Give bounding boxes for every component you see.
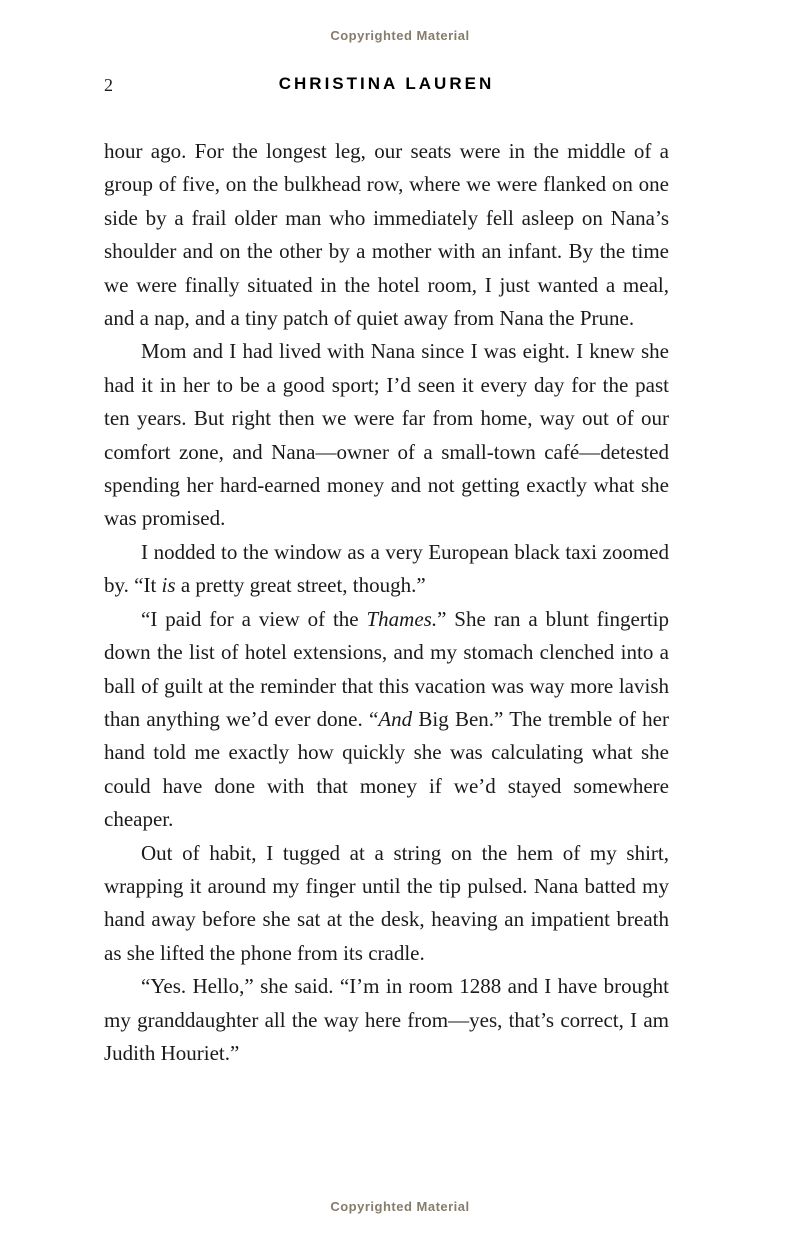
copyright-notice-top: Copyrighted Material (330, 28, 470, 43)
paragraph (104, 603, 669, 837)
page-number: 2 (104, 75, 113, 95)
page-header (104, 74, 669, 98)
text-run: a pretty great street, though.” (175, 573, 426, 598)
paragraph (104, 135, 669, 335)
text-run-italic: is (161, 573, 176, 598)
paragraph (104, 970, 669, 1070)
paragraph (104, 837, 669, 971)
text-run: hour ago. For the longest leg, our seats were in the middle of a group of five, on the bulkhead row, where we were flanked on one side by a frail older man who immediately fell asleep on Nana’s shoulder and on the other by a mother with an infant. By the time we were finally situated in the hotel room, I just wanted a meal, and a nap, and a tiny patch of quiet away from Nana the Prune. (104, 139, 669, 331)
body-text (104, 135, 669, 1070)
text-run: Big Ben.” The tremble of her hand told me exactly how quickly she was calculating what she could have done with that money if we’d stayed somewhere cheaper. (104, 706, 669, 832)
text-run-italic: And (378, 706, 413, 731)
text-run: Out of habit, I tugged at a string on the hem of my shirt, wrapping it around my finger until the tip pulsed. Nana batted my hand away before she sat at the desk, heaving an impatient breath as she lifted the phone from its cradle. (104, 840, 669, 965)
text-run: “I paid for a view of the (141, 606, 367, 631)
paragraph (104, 536, 669, 603)
text-run: “Yes. Hello,” she said. “I’m in room 1288 and I have brought my granddaughter all the way here from—yes, that’s correct, I am Judith Houriet.” (104, 974, 669, 1065)
text-run: Mom and I had lived with Nana since I was eight. I knew she had it in her to be a good sport; I’d seen it every day for the past ten years. But right then we were far from home, way out of our comfort zone, and Nana—owner of a small-town café—detested spending her hard-earned money and not getting exactly what she was promised. (104, 339, 669, 531)
running-header: CHRISTINA LAUREN (278, 74, 495, 93)
text-run: I nodded to the window as a very European black taxi zoomed by. “It (104, 539, 669, 598)
copyright-notice-bottom: Copyrighted Material (330, 1199, 470, 1214)
text-run-italic: Thames. (366, 606, 438, 631)
text-run: ” She ran a blunt fingertip down the list of hotel extensions, and my stomach clenched into a ball of guilt at the reminder that this vacation was way more lavish than anything we’d ever done. “ (104, 606, 669, 731)
paragraph (104, 335, 669, 535)
